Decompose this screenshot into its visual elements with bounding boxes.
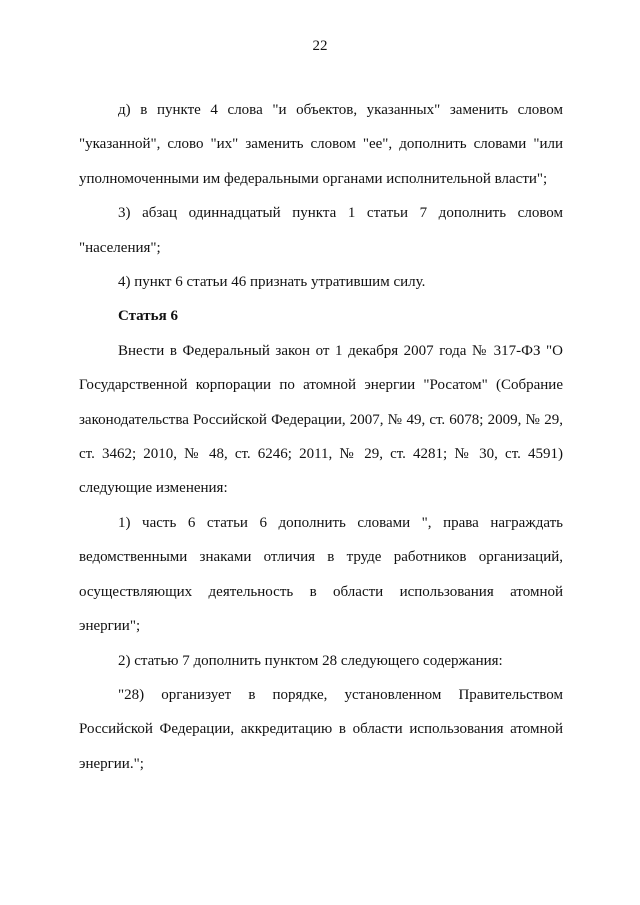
paragraph-item-28: "28) организует в порядке, установленном Правительством Российской Федерации, аккредитацию в области использования атомной энергии.";	[79, 686, 563, 772]
paragraph-amendment-d: д) в пункте 4 слова "и объектов, указанных" заменить словом "указанной", слово "их" заменить словом "ее", дополнить словами "или уполномоченными им федеральными органами исполнительной власти";	[79, 102, 563, 187]
paragraph-change-1: 1) часть 6 статьи 6 дополнить словами ", права награждать ведомственными знаками отличия в труде работников организаций, осуществляющих деятельность в области использования атомной энергии";	[79, 514, 563, 635]
article-heading: Статья 6	[118, 308, 178, 325]
paragraph-change-2: 2) статью 7 дополнить пунктом 28 следующего содержания:	[118, 652, 503, 669]
document-body	[79, 93, 563, 781]
paragraph-amendment-4: 4) пункт 6 статьи 46 признать утратившим силу.	[118, 274, 426, 291]
page-number: 22	[312, 38, 328, 54]
paragraph-article-intro: Внести в Федеральный закон от 1 декабря 2007 года № 317-ФЗ "О Государственной корпорации по атомной энергии "Росатом" (Собрание законодательства Российской Федерации, 2007, № 49, ст. 6078; 2009, № 29, ст. 3462; 2010, № 48, ст. 6246; 2011, № 29, ст. 4281; № 30, ст. 4591) следующие изменения:	[79, 342, 563, 497]
paragraph-amendment-3: 3) абзац одиннадцатый пункта 1 статьи 7 дополнить словом "населения";	[79, 205, 563, 256]
